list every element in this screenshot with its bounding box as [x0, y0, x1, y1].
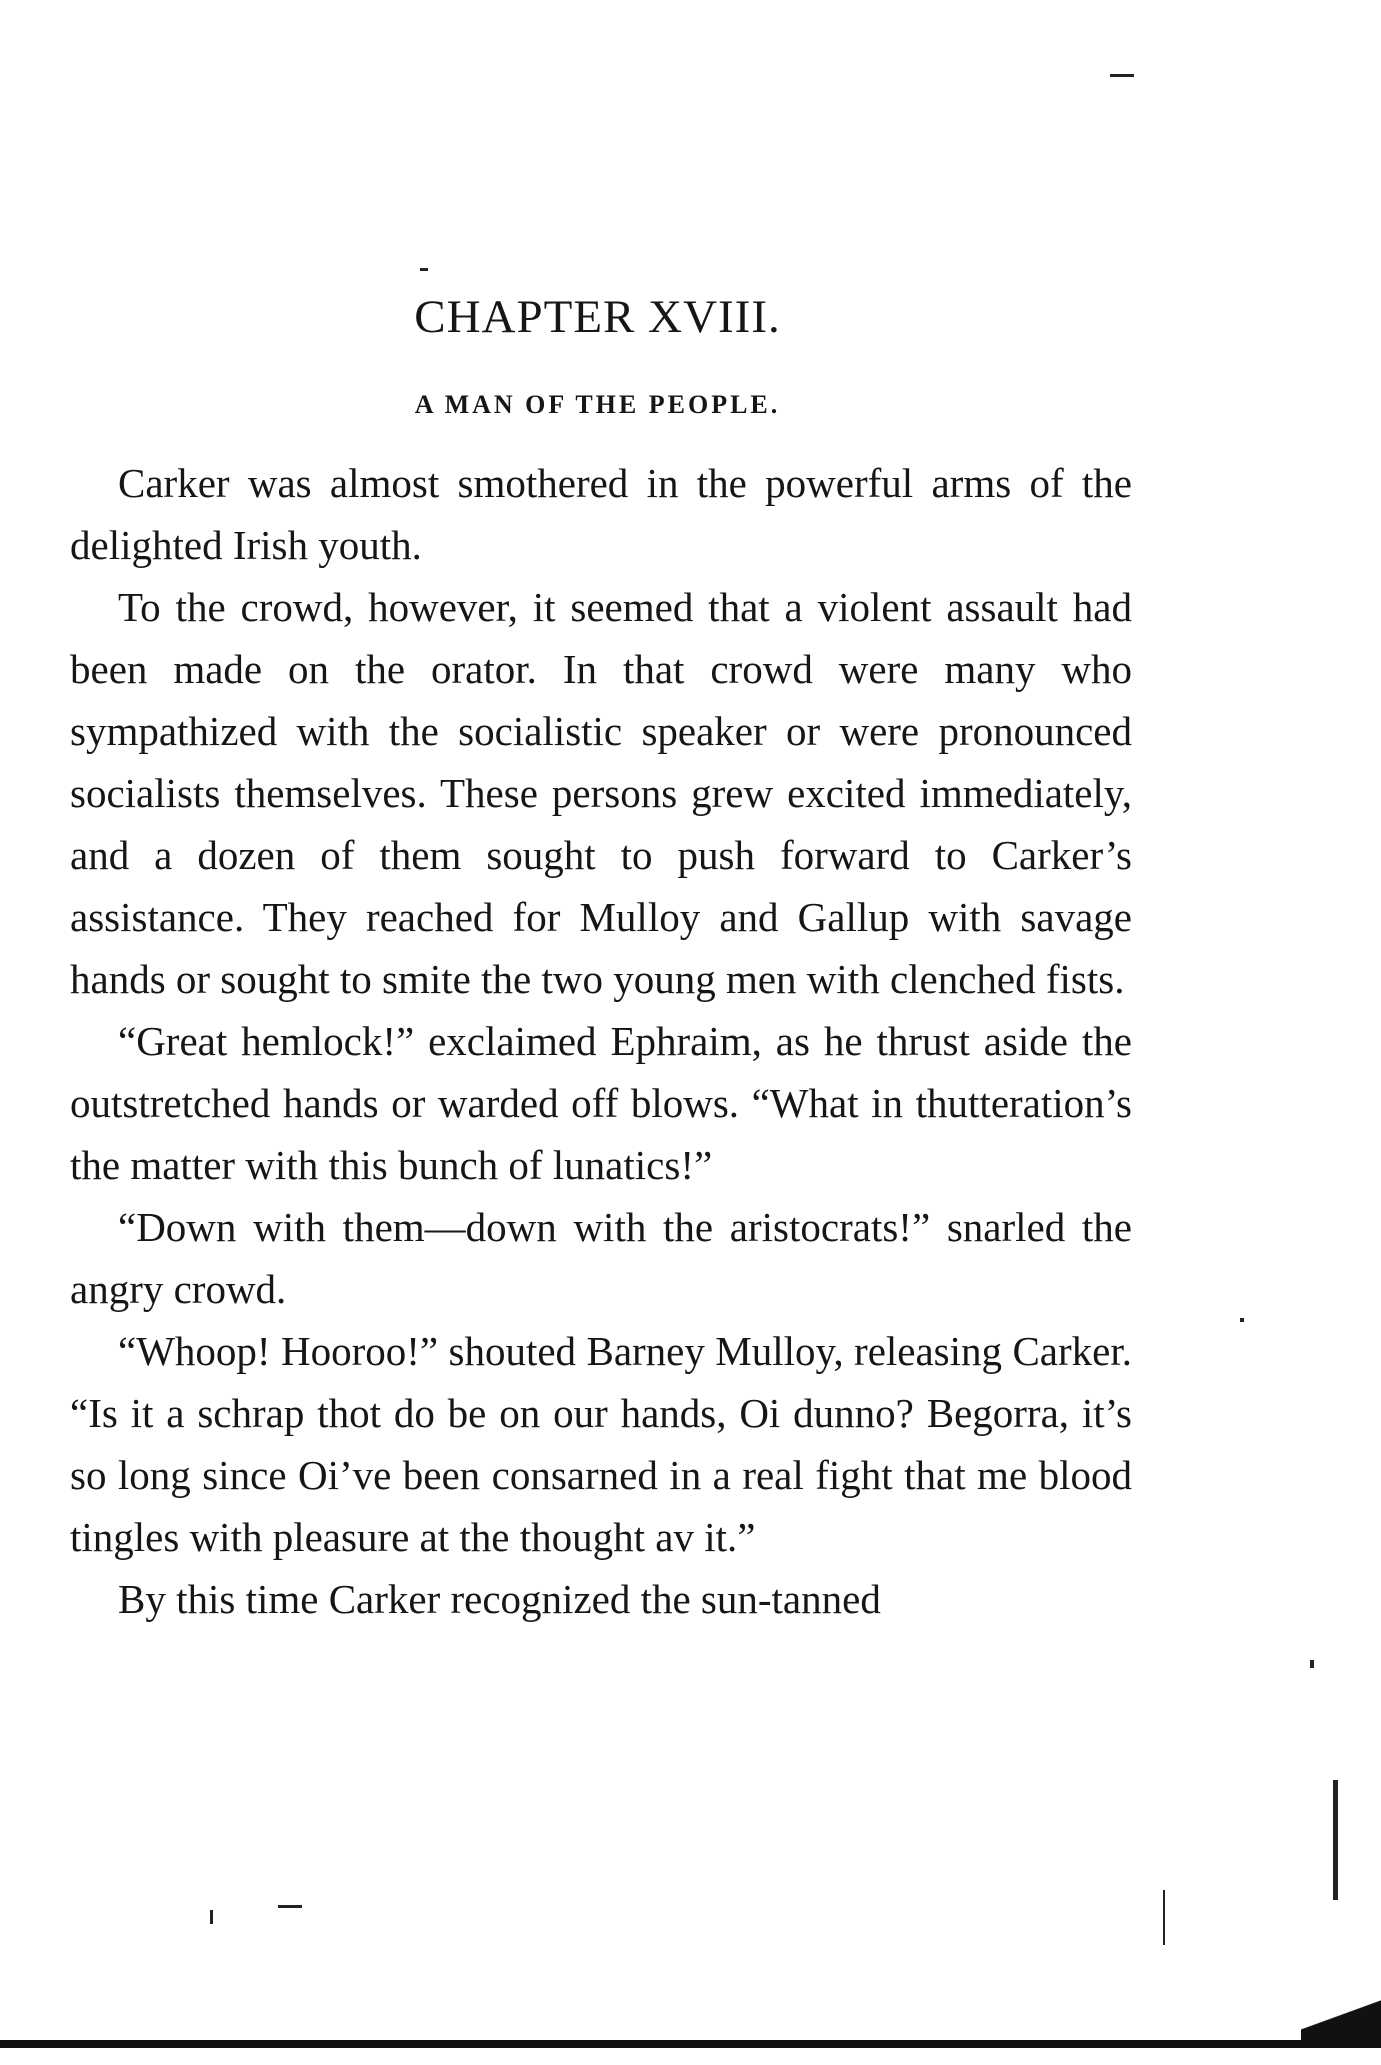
paragraph-1: Carker was almost smothered in the powerful arms of the delighted Irish youth. [70, 460, 1132, 568]
scan-speck [1310, 1660, 1314, 1668]
page-bottom-edge [0, 2040, 1381, 2048]
paragraph-6: By this time Carker recognized the sun-tanned [118, 1576, 881, 1622]
paragraph-5: “Whoop! Hooroo!” shouted Barney Mulloy, releasing Carker. “Is it a schrap thot do be on our hands, Oi dunno? Begorra, it’s so long since Oi’ve been consarned in a real fight that me blood tingles with pleasure at the thought av it.” [70, 1328, 1132, 1560]
paragraph-4: “Down with them—down with the aristocrats!” snarled the angry crowd. [70, 1204, 1132, 1312]
paragraph-2: To the crowd, however, it seemed that a violent assault had been made on the orator. In that crowd were many who sympathized with the socialistic speaker or were pronounced socialists themselves. These persons grew excited immediately, and a dozen of them sought to push forward to Carker’s assistance. They reached for Mulloy and Gallup with savage hands or sought to smite the two young men with clenched fists. [70, 584, 1132, 1002]
chapter-subtitle: A MAN OF THE PEOPLE. [414, 390, 781, 419]
paragraph-3: “Great hemlock!” exclaimed Ephraim, as he thrust aside the outstretched hands or warded off blows. “What in thutteration’s the matter with this bunch of lunatics!” [70, 1018, 1132, 1188]
scan-blot [1301, 1980, 1381, 2040]
scan-speck [1163, 1890, 1165, 1945]
scan-speck [1240, 1318, 1244, 1322]
scan-speck [1333, 1780, 1338, 1900]
scan-speck [1110, 74, 1134, 77]
chapter-title: CHAPTER XVIII. [414, 291, 781, 343]
scan-speck [210, 1910, 213, 1924]
scan-speck [278, 1905, 302, 1908]
scan-speck [420, 268, 428, 271]
chapter-body [70, 452, 1132, 1630]
